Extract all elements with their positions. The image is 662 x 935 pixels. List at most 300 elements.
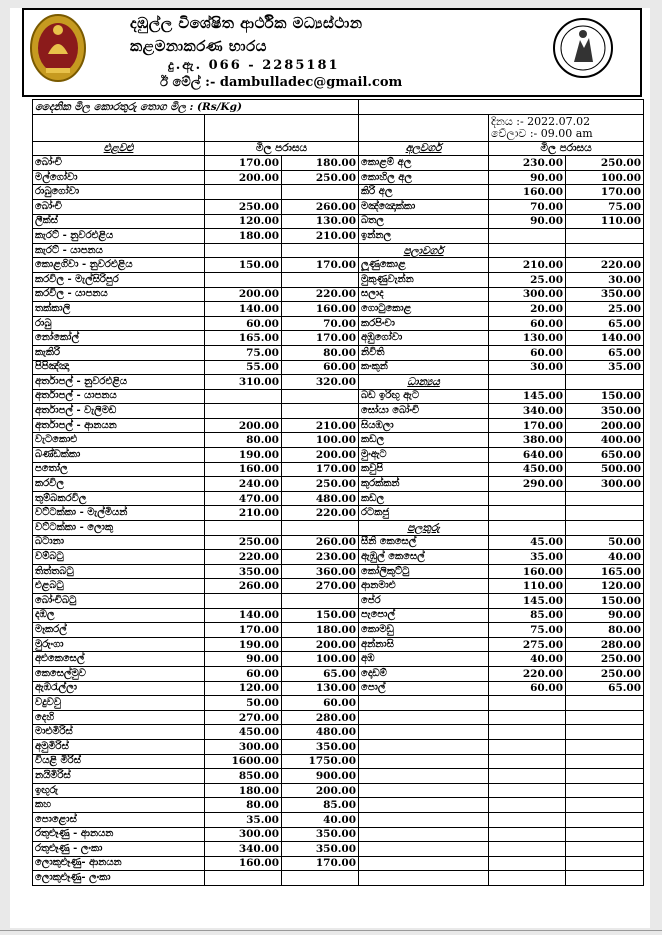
right-price-high — [566, 229, 644, 244]
right-empty-cell — [359, 842, 489, 857]
right-empty-cell — [359, 798, 489, 813]
right-empty-cell — [359, 769, 489, 784]
left-price-low: 250.00 — [205, 535, 282, 550]
table-row — [33, 637, 644, 652]
left-item-name: රාබුගෝවා — [33, 185, 205, 200]
table-row — [33, 360, 644, 375]
left-item-name: ඇඹරැල්ලා — [33, 681, 205, 696]
left-item-name: අර්තාපල් - නුවරඑළිය — [33, 375, 205, 390]
header-line-1: දඹුල්ල විශේෂිත ආර්ථික මධ්‍යස්ථාන — [130, 14, 363, 32]
left-item-name: කැරට් - නුවරඑළිය — [33, 229, 205, 244]
right-price-low: 90.00 — [489, 214, 566, 229]
left-price-high: 210.00 — [282, 229, 359, 244]
left-price-low: 470.00 — [205, 491, 282, 506]
right-price-low: 300.00 — [489, 287, 566, 302]
left-price-high: 250.00 — [282, 477, 359, 492]
left-price-low: 150.00 — [205, 258, 282, 273]
right-empty-cell — [489, 725, 566, 740]
left-item-name: රතුළූණු - ආනයන — [33, 827, 205, 842]
right-item-name: බඩ ඉරිඟු ඇට — [359, 389, 489, 404]
right-empty-cell — [566, 783, 644, 798]
right-empty-cell — [489, 871, 566, 886]
right-price-low: 30.00 — [489, 360, 566, 375]
right-empty-cell — [359, 739, 489, 754]
left-item-name: අර්තාපල් - වැලිමඩ — [33, 404, 205, 419]
left-price-low — [205, 272, 282, 287]
left-price-low — [205, 521, 282, 536]
left-price-low: 300.00 — [205, 739, 282, 754]
right-empty-cell — [359, 856, 489, 871]
right-price-low: 380.00 — [489, 433, 566, 448]
table-row — [33, 739, 644, 754]
right-price-low: 75.00 — [489, 623, 566, 638]
right-price-low: 35.00 — [489, 550, 566, 565]
right-empty-cell — [566, 710, 644, 725]
left-item-name: කරවිල - යාපනය — [33, 287, 205, 302]
right-price-low: 60.00 — [489, 345, 566, 360]
left-item-name: නයිමිරිස් — [33, 769, 205, 784]
table-row — [33, 754, 644, 769]
right-item-name: සලාද — [359, 287, 489, 302]
right-empty-cell — [489, 783, 566, 798]
right-item-name: කඩල — [359, 491, 489, 506]
right-empty-cell — [566, 812, 644, 827]
right-price-low: 90.00 — [489, 170, 566, 185]
right-empty-cell — [489, 696, 566, 711]
right-price-low: 45.00 — [489, 535, 566, 550]
divider — [0, 930, 662, 931]
right-empty-cell — [359, 827, 489, 842]
left-price-high: 60.00 — [282, 696, 359, 711]
table-row — [33, 345, 644, 360]
right-item-name: ගොටුකොළ — [359, 302, 489, 317]
right-empty-cell — [566, 769, 644, 784]
right-category-subheader: පලතුරු — [359, 521, 489, 536]
table-row — [33, 725, 644, 740]
right-item-name: ආනමාළු — [359, 579, 489, 594]
left-price-low: 90.00 — [205, 652, 282, 667]
right-empty-cell — [359, 710, 489, 725]
right-item-name: මඤ්ඤොක්කා — [359, 199, 489, 214]
left-item-name: තුම්බකරවිල — [33, 491, 205, 506]
table-row — [33, 258, 644, 273]
left-price-high: 250.00 — [282, 170, 359, 185]
table-row — [33, 170, 644, 185]
right-price-high — [566, 521, 644, 536]
right-item-name: මුකුණුවැන්න — [359, 272, 489, 287]
left-price-low: 80.00 — [205, 433, 282, 448]
right-price-high: 140.00 — [566, 331, 644, 346]
left-price-low: 260.00 — [205, 579, 282, 594]
table-row — [33, 652, 644, 667]
header-line-2: කළමනාකරණ භාරය — [130, 37, 267, 55]
right-empty-cell — [566, 842, 644, 857]
left-price-high — [282, 521, 359, 536]
right-price-low: 130.00 — [489, 331, 566, 346]
right-price-high: 220.00 — [566, 258, 644, 273]
table-row — [33, 491, 644, 506]
right-price-high: 40.00 — [566, 550, 644, 565]
organization-seal-icon — [552, 14, 614, 82]
right-price-high: 25.00 — [566, 302, 644, 317]
right-price-low: 170.00 — [489, 418, 566, 433]
left-item-name: නෝකෝල් — [33, 331, 205, 346]
right-empty-cell — [566, 871, 644, 886]
left-price-low: 140.00 — [205, 302, 282, 317]
left-price-high: 200.00 — [282, 637, 359, 652]
right-price-high: 65.00 — [566, 681, 644, 696]
right-item-name: දොඩම් — [359, 666, 489, 681]
left-item-name: කැකිරි — [33, 345, 205, 360]
left-item-name: තක්කාලි — [33, 302, 205, 317]
left-item-name: පතෝල — [33, 462, 205, 477]
left-price-low — [205, 185, 282, 200]
right-price-low — [489, 375, 566, 390]
right-empty-cell — [489, 754, 566, 769]
left-price-low — [205, 871, 282, 886]
left-price-high: 480.00 — [282, 725, 359, 740]
left-price-low: 350.00 — [205, 564, 282, 579]
right-item-name: ලූණුකොළ — [359, 258, 489, 273]
right-price-high: 80.00 — [566, 623, 644, 638]
right-price-low: 110.00 — [489, 579, 566, 594]
left-price-high: 350.00 — [282, 842, 359, 857]
right-price-low: 450.00 — [489, 462, 566, 477]
left-price-low — [205, 389, 282, 404]
left-item-name: තිත්තබටු — [33, 564, 205, 579]
left-price-high — [282, 404, 359, 419]
left-price-low: 270.00 — [205, 710, 282, 725]
left-price-high: 150.00 — [282, 608, 359, 623]
right-empty-cell — [566, 725, 644, 740]
right-item-name: නිවිති — [359, 345, 489, 360]
right-item-name: කොමඩු — [359, 623, 489, 638]
left-price-low: 200.00 — [205, 418, 282, 433]
left-price-high: 170.00 — [282, 856, 359, 871]
left-price-high: 60.00 — [282, 360, 359, 375]
right-empty-cell — [359, 725, 489, 740]
right-item-name: බතල — [359, 214, 489, 229]
right-item-name: කිරි අල — [359, 185, 489, 200]
right-empty-cell — [489, 739, 566, 754]
right-price-high: 250.00 — [566, 666, 644, 681]
left-price-low: 220.00 — [205, 550, 282, 565]
left-item-name: අර්තාපල් - යාපනය — [33, 389, 205, 404]
table-row — [33, 521, 644, 536]
left-price-high: 320.00 — [282, 375, 359, 390]
table-row — [33, 783, 644, 798]
right-price-high: 150.00 — [566, 594, 644, 609]
left-item-name: දඹල — [33, 608, 205, 623]
left-item-name: ලීක්ස් — [33, 214, 205, 229]
right-price-high: 90.00 — [566, 608, 644, 623]
right-price-high: 35.00 — [566, 360, 644, 375]
left-price-low: 240.00 — [205, 477, 282, 492]
right-item-name: ඇඹුල් කෙසෙල් — [359, 550, 489, 565]
right-price-high: 500.00 — [566, 462, 644, 477]
right-price-low: 85.00 — [489, 608, 566, 623]
left-price-low: 170.00 — [205, 156, 282, 171]
left-item-name: කහ — [33, 798, 205, 813]
table-row — [33, 185, 644, 200]
left-item-name: වදුවවු — [33, 696, 205, 711]
left-item-name: මෑකරල් — [33, 623, 205, 638]
right-item-name: කරපිංචා — [359, 316, 489, 331]
time-line: වේලාව :- 09.00 am — [491, 126, 593, 140]
right-price-low — [489, 491, 566, 506]
left-item-name: බෝංචි — [33, 156, 205, 171]
left-price-range-header: මිල පරාසය — [205, 141, 359, 156]
right-empty-cell — [489, 798, 566, 813]
table-row — [33, 710, 644, 725]
right-empty-cell — [489, 812, 566, 827]
right-price-low — [489, 506, 566, 521]
right-price-low: 60.00 — [489, 681, 566, 696]
left-item-name: එළබටු — [33, 579, 205, 594]
right-price-low: 145.00 — [489, 389, 566, 404]
left-price-low — [205, 404, 282, 419]
right-price-low: 20.00 — [489, 302, 566, 317]
left-price-low: 50.00 — [205, 696, 282, 711]
left-price-high — [282, 594, 359, 609]
table-row — [33, 579, 644, 594]
left-item-name: බටානා — [33, 535, 205, 550]
right-price-low — [489, 229, 566, 244]
left-item-name: වට්ටක්කා - මැල්මියන් — [33, 506, 205, 521]
left-item-name: වැටකොළු — [33, 433, 205, 448]
left-price-low: 120.00 — [205, 681, 282, 696]
left-price-low: 60.00 — [205, 316, 282, 331]
left-item-name: අළුකෙසෙල් — [33, 652, 205, 667]
right-price-low: 40.00 — [489, 652, 566, 667]
right-empty-cell — [359, 871, 489, 886]
left-price-high: 130.00 — [282, 681, 359, 696]
left-item-name: කරවිල - මැල්සිරිපුර — [33, 272, 205, 287]
right-price-high: 100.00 — [566, 170, 644, 185]
left-price-high: 170.00 — [282, 462, 359, 477]
right-price-low: 275.00 — [489, 637, 566, 652]
table-row — [33, 199, 644, 214]
right-empty-cell — [359, 754, 489, 769]
header-email: ඊ මේල් :- dambulladec@gmail.com — [160, 75, 403, 90]
right-price-high: 30.00 — [566, 272, 644, 287]
table-row — [33, 272, 644, 287]
right-price-high: 350.00 — [566, 287, 644, 302]
left-price-low: 35.00 — [205, 812, 282, 827]
date-time-cell — [489, 114, 644, 141]
left-item-name: කරවිල — [33, 477, 205, 492]
left-item-name: රතුළූණු - ලංකා — [33, 842, 205, 857]
right-empty-cell — [359, 812, 489, 827]
right-item-name: පොල් — [359, 681, 489, 696]
right-price-high: 65.00 — [566, 345, 644, 360]
left-price-high: 65.00 — [282, 666, 359, 681]
right-price-low: 340.00 — [489, 404, 566, 419]
left-price-high — [282, 243, 359, 258]
right-price-low — [489, 243, 566, 258]
left-price-high: 270.00 — [282, 579, 359, 594]
right-price-high: 280.00 — [566, 637, 644, 652]
left-price-low: 60.00 — [205, 666, 282, 681]
right-item-name: කොහිල අල — [359, 170, 489, 185]
left-price-low: 190.00 — [205, 637, 282, 652]
table-row — [33, 696, 644, 711]
table-row — [33, 214, 644, 229]
table-row — [33, 564, 644, 579]
left-price-high: 350.00 — [282, 827, 359, 842]
right-price-range-header: මිල පරාසය — [489, 141, 644, 156]
right-price-low: 70.00 — [489, 199, 566, 214]
right-item-name: ඉන්නල — [359, 229, 489, 244]
table-row — [33, 681, 644, 696]
left-price-low: 170.00 — [205, 623, 282, 638]
left-price-high: 230.00 — [282, 550, 359, 565]
right-price-low: 290.00 — [489, 477, 566, 492]
left-item-name: අමුමිරිස් — [33, 739, 205, 754]
left-price-high: 130.00 — [282, 214, 359, 229]
left-price-low: 160.00 — [205, 856, 282, 871]
table-row — [33, 389, 644, 404]
right-price-low: 25.00 — [489, 272, 566, 287]
left-price-high: 70.00 — [282, 316, 359, 331]
right-price-high — [566, 243, 644, 258]
left-item-name: බණ්ඩක්කා — [33, 448, 205, 463]
table-row — [33, 404, 644, 419]
left-item-name: වම්බටු — [33, 550, 205, 565]
left-price-high: 85.00 — [282, 798, 359, 813]
right-item-name: කඩල — [359, 433, 489, 448]
right-item-name: මුංඇට — [359, 448, 489, 463]
left-price-high — [282, 389, 359, 404]
table-row — [33, 418, 644, 433]
left-price-high: 360.00 — [282, 564, 359, 579]
left-price-high — [282, 272, 359, 287]
left-price-high: 1750.00 — [282, 754, 359, 769]
right-price-low: 210.00 — [489, 258, 566, 273]
right-price-high: 250.00 — [566, 652, 644, 667]
right-price-high: 650.00 — [566, 448, 644, 463]
right-price-high: 50.00 — [566, 535, 644, 550]
right-item-name: අඹ — [359, 652, 489, 667]
left-price-low: 310.00 — [205, 375, 282, 390]
left-price-high: 180.00 — [282, 156, 359, 171]
left-item-name: කැරට් - යාපනය — [33, 243, 205, 258]
left-price-low: 300.00 — [205, 827, 282, 842]
left-price-high: 170.00 — [282, 331, 359, 346]
right-empty-cell — [489, 856, 566, 871]
left-price-low: 200.00 — [205, 287, 282, 302]
left-price-low: 340.00 — [205, 842, 282, 857]
left-price-high: 900.00 — [282, 769, 359, 784]
right-empty-cell — [566, 798, 644, 813]
left-price-low — [205, 594, 282, 609]
table-row — [33, 243, 644, 258]
table-row — [33, 156, 644, 171]
left-item-name: වට්ටක්කා - ලොකු — [33, 521, 205, 536]
right-price-high: 350.00 — [566, 404, 644, 419]
left-item-name: මුරුංගා — [33, 637, 205, 652]
left-item-name: දෙහි — [33, 710, 205, 725]
right-empty-cell — [566, 739, 644, 754]
table-row — [33, 462, 644, 477]
table-row — [33, 798, 644, 813]
right-item-name: කවුපි — [359, 462, 489, 477]
left-price-high: 260.00 — [282, 199, 359, 214]
left-price-low: 165.00 — [205, 331, 282, 346]
left-price-high: 180.00 — [282, 623, 359, 638]
table-row — [33, 375, 644, 390]
left-price-low: 55.00 — [205, 360, 282, 375]
left-price-low: 180.00 — [205, 783, 282, 798]
right-empty-cell — [489, 842, 566, 857]
left-price-low: 200.00 — [205, 170, 282, 185]
left-item-name: කොළගිවා - නුවරඑළිය — [33, 258, 205, 273]
left-price-low: 75.00 — [205, 345, 282, 360]
table-row — [33, 477, 644, 492]
table-row — [33, 623, 644, 638]
right-empty-cell — [489, 769, 566, 784]
left-item-name: කෙසෙල්මුව — [33, 666, 205, 681]
date-line: දිනය :- 2022.07.02 — [491, 114, 591, 128]
right-item-name: කෝලිකුට්ටු — [359, 564, 489, 579]
left-price-low: 850.00 — [205, 769, 282, 784]
left-price-high: 350.00 — [282, 739, 359, 754]
table-row — [33, 550, 644, 565]
left-price-low: 140.00 — [205, 608, 282, 623]
left-item-name: බෝංචි — [33, 199, 205, 214]
left-category-header: එළවළු — [33, 141, 205, 156]
right-price-high: 150.00 — [566, 389, 644, 404]
left-price-high: 100.00 — [282, 652, 359, 667]
left-price-high: 480.00 — [282, 491, 359, 506]
right-item-name: සෝයා බෝංචි — [359, 404, 489, 419]
left-price-high: 280.00 — [282, 710, 359, 725]
table-row — [33, 448, 644, 463]
right-price-high — [566, 375, 644, 390]
right-price-low: 230.00 — [489, 156, 566, 171]
right-price-low: 160.00 — [489, 564, 566, 579]
left-item-name: පොළොස් — [33, 812, 205, 827]
table-row — [33, 316, 644, 331]
right-item-name: රටකජු — [359, 506, 489, 521]
right-price-low: 160.00 — [489, 185, 566, 200]
right-empty-cell — [566, 827, 644, 842]
right-empty-cell — [566, 856, 644, 871]
table-row — [33, 856, 644, 871]
left-item-name: වියළි මිරිස් — [33, 754, 205, 769]
left-price-low — [205, 243, 282, 258]
right-price-high: 65.00 — [566, 316, 644, 331]
right-empty-cell — [566, 696, 644, 711]
table-row — [33, 433, 644, 448]
table-row — [33, 871, 644, 886]
header-phone: දු.ඇ. 066 - 2285181 — [168, 58, 340, 73]
sri-lanka-emblem-icon — [28, 12, 88, 84]
right-item-name: අන්නාසි — [359, 637, 489, 652]
left-price-high — [282, 871, 359, 886]
left-price-low: 180.00 — [205, 229, 282, 244]
left-price-high: 220.00 — [282, 287, 359, 302]
left-price-high — [282, 185, 359, 200]
table-row — [33, 608, 644, 623]
right-empty-cell — [489, 710, 566, 725]
right-category-subheader: ධාන්‍යය — [359, 375, 489, 390]
table-row — [33, 769, 644, 784]
left-price-high: 210.00 — [282, 418, 359, 433]
right-category-subheader: පලාවර්ග — [359, 243, 489, 258]
left-price-high: 220.00 — [282, 506, 359, 521]
right-price-low: 145.00 — [489, 594, 566, 609]
